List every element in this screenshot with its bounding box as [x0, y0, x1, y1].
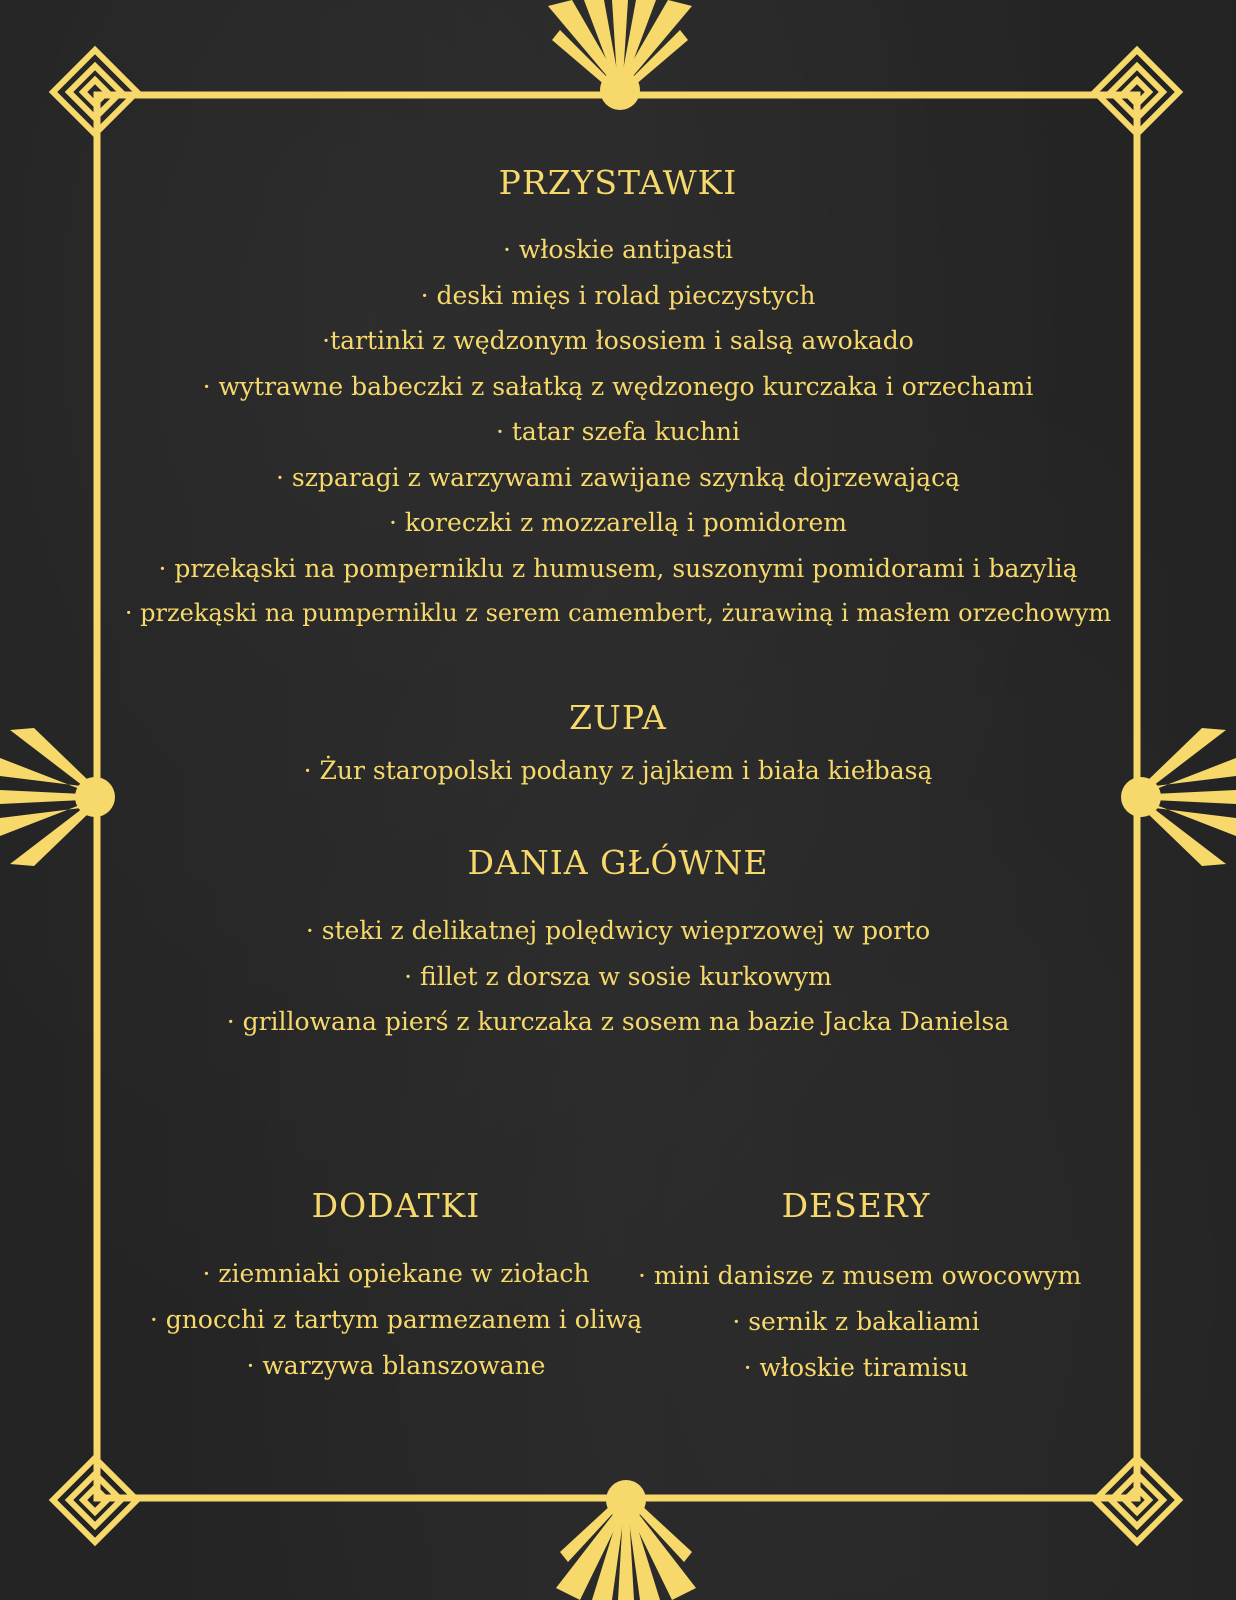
zupa-list — [0, 748, 1236, 794]
list-item: ·tartinki z wędzonym łososiem i salsą awokado — [322, 326, 914, 355]
list-item: · mini danisze z musem owocowym — [638, 1261, 1082, 1290]
list-item: · włoskie tiramisu — [743, 1353, 969, 1382]
list-item: · koreczki z mozzarellą i pomidorem — [388, 508, 848, 537]
section-title-desery: DESERY — [781, 1186, 931, 1225]
list-item: · steki z delikatnej polędwicy wieprzowej w porto — [305, 916, 931, 945]
przystawki-list — [0, 227, 1236, 637]
section-title-dodatki: DODATKI — [311, 1186, 481, 1225]
section-title-dania-glowne: DANIA GŁÓWNE — [467, 843, 769, 882]
list-item: · wytrawne babeczki z sałatką z wędzonego kurczaka i orzechami — [202, 371, 1034, 401]
list-item: · przekąski na pumperniklu z serem camembert, żurawiną i masłem orzechowym — [124, 599, 1112, 627]
list-item: · Żur staropolski podany z jajkiem i biała kiełbasą — [303, 756, 933, 785]
section-title-zupa: ZUPA — [569, 698, 667, 737]
list-item: · tatar szefa kuchni — [495, 417, 741, 446]
list-item: · przekąski na pomperniklu z humusem, suszonymi pomidorami i bazylią — [158, 553, 1078, 583]
list-item: · grillowana pierś z kurczaka z sosem na bazie Jacka Danielsa — [226, 1007, 1010, 1036]
section-title-przystawki: PRZYSTAWKI — [498, 163, 738, 202]
desery-list — [638, 1253, 1082, 1391]
list-item: · sernik z bakaliami — [732, 1307, 980, 1336]
list-item: · gnocchi z tartym parmezanem i oliwą — [149, 1305, 643, 1334]
list-item: · deski mięs i rolad pieczystych — [420, 280, 816, 310]
dania-glowne-list — [0, 908, 1236, 1045]
list-item: · szparagi z warzywami zawijane szynką dojrzewającą — [275, 462, 960, 492]
list-item: · fillet z dorsza w sosie kurkowym — [404, 961, 832, 991]
list-item: · warzywa blanszowane — [246, 1351, 546, 1380]
list-item: · włoskie antipasti — [503, 235, 733, 264]
dodatki-list — [108, 1251, 684, 1389]
list-item: · ziemniaki opiekane w ziołach — [202, 1259, 590, 1288]
